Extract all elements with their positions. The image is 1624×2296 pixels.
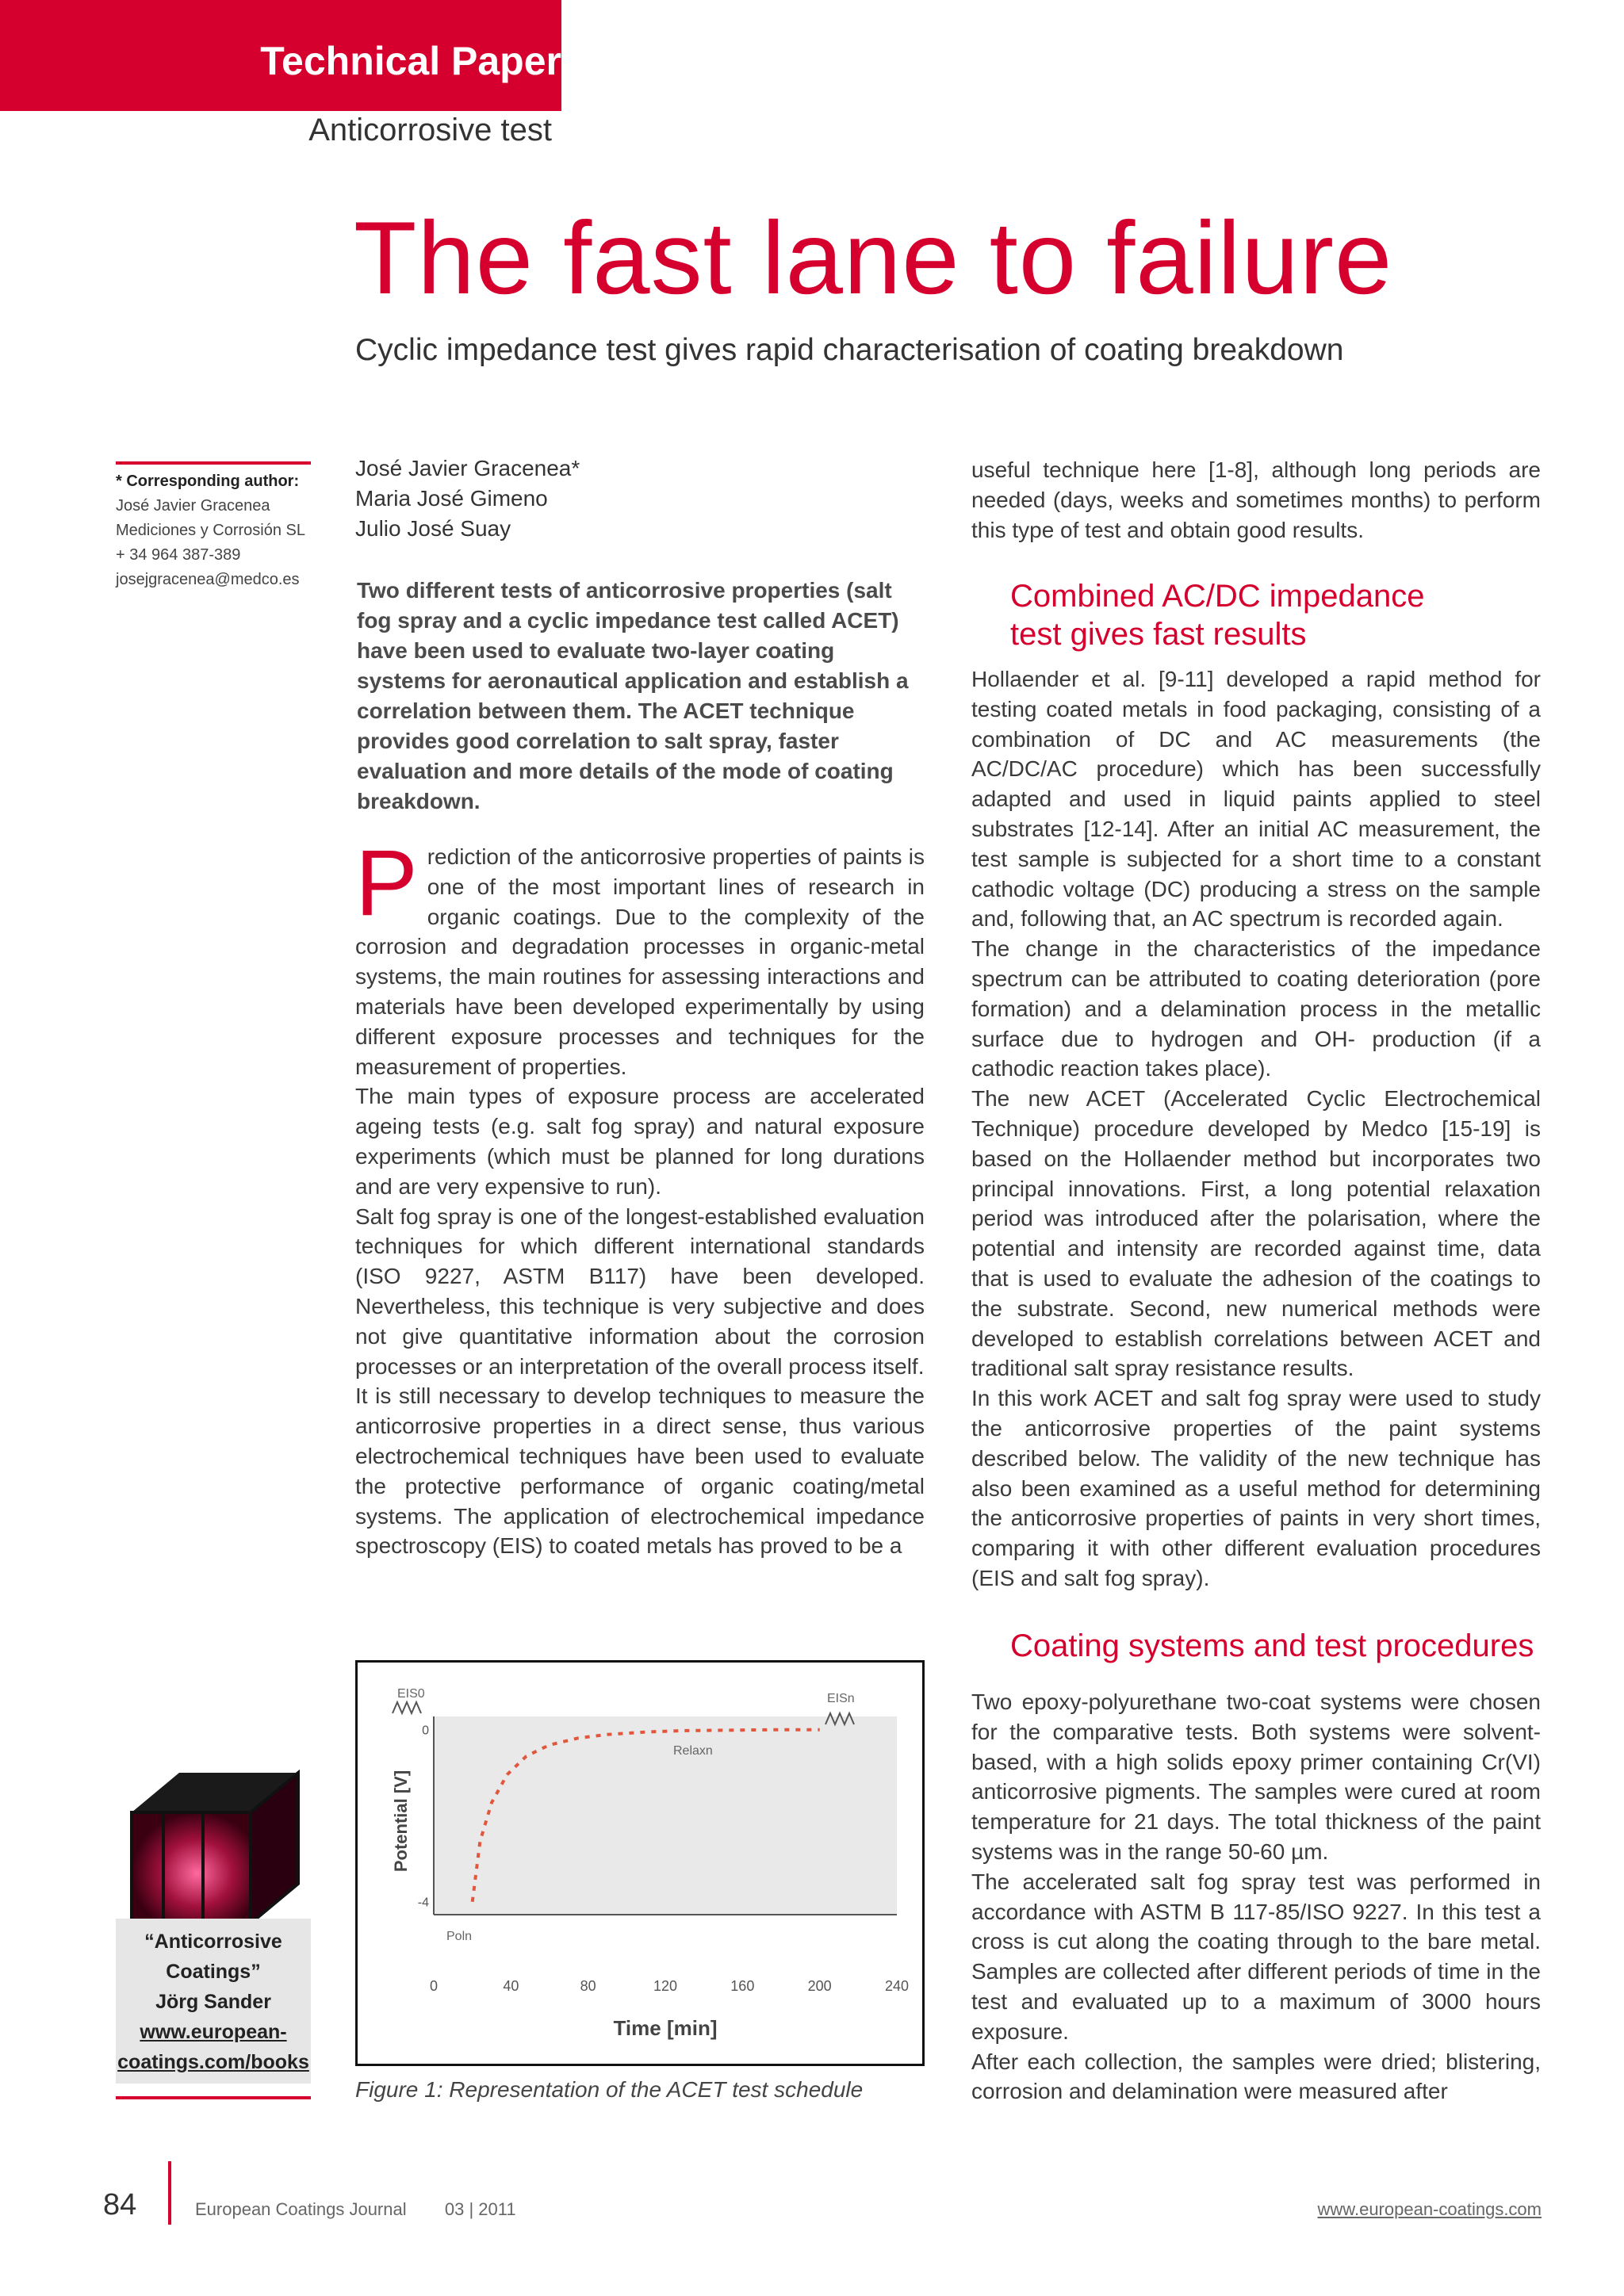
book-link[interactable]: www.european- <box>140 2021 287 2043</box>
x-tick-label: 80 <box>580 1978 596 1994</box>
paragraph: The accelerated salt fog spray test was performed in accordance with ASTM B 117-85/ISO 9227. In this test a cross is cut along the coating through to the bare metal. Samples are collected after different periods of time in the test and evaluated up to a maximum of 3000 hours exposure. <box>971 1869 1541 2044</box>
sidebar-rule <box>116 461 311 465</box>
footer-rule <box>168 2161 171 2225</box>
paragraph: Two epoxy-polyurethane two-coat systems were chosen for the comparative tests. Both systems were solvent-based, with a high solids epoxy primer containing Cr(VI) anticorrosive pigments. The samples were cured at room temperature for 21 days. The total thickness of the paint systems was in the range 50-60 µm. <box>971 1689 1541 1864</box>
corresponding-author-email[interactable]: josejgracenea@medco.es <box>116 571 300 588</box>
body-column-2-section-1 <box>971 664 1541 1594</box>
pol-label: Poln <box>446 1930 473 1943</box>
book-link[interactable]: coatings.com/books <box>117 2051 309 2073</box>
footer-url[interactable]: www.european-coatings.com <box>1317 2199 1542 2219</box>
x-axis-label: Time [min] <box>613 2016 718 2040</box>
figure-1 <box>355 1660 925 2066</box>
paragraph: useful technique here [1-8], although long periods are needed (days, weeks and sometimes months) to perform this type of test and obtain good results. <box>971 457 1541 542</box>
paragraph: rediction of the anticorrosive properties of paints is one of the most important lines of research in organic coatings. Due to the complexity of the corrosion and degradation processes in organic-metal systems, the main routines for assessing interactions and materials have been developed experimentally by using different exposure processes and techniques for the measurement of properties. <box>355 844 925 1079</box>
paragraph: Hollaender et al. [9-11] developed a rapid method for testing coated metals in food packaging, consisting of a combination of DC and AC measurements (the AC/DC/AC procedure) which has been successfully adapted and used in liquid paints applied to steel substrates [12-14]. After an initial AC measurement, the test sample is subjected for a short time to a constant cathodic voltage (DC) producing a stress on the sample and, following that, an AC spectrum is recorded again. <box>971 667 1541 932</box>
author-name: Julio José Suay <box>355 516 511 541</box>
acet-chart <box>358 1663 922 2064</box>
body-column-2-intro <box>971 455 1541 545</box>
eis-end-label: EISn <box>827 1692 855 1705</box>
eis-start-wave-icon <box>393 1702 421 1713</box>
subsection-label: Anticorrosive test <box>308 113 552 147</box>
section-label: Technical Paper <box>260 39 561 83</box>
section-heading-1: Combined AC/DC impedance test gives fast results <box>1010 579 1425 652</box>
author-name: José Javier Gracenea* <box>355 456 580 480</box>
y-tick-label: 0 <box>422 1724 429 1738</box>
figure-caption: Figure 1: Representation of the ACET test schedule <box>355 2077 864 2102</box>
book-title-line: “Anticorrosive <box>144 1931 282 1953</box>
plot-area <box>434 1716 897 1915</box>
paragraph: The main types of exposure process are accelerated ageing tests (e.g. salt fog spray) and natural exposure experiments (which must be planned for long durations and are very expensive to run). <box>355 1084 925 1199</box>
sidebar-rule <box>116 2096 311 2099</box>
book-title-line: Coatings” <box>166 1961 261 1983</box>
article-title: The fast lane to failure <box>354 200 1393 316</box>
corresponding-author-box <box>116 469 314 592</box>
drop-cap: P <box>355 831 418 936</box>
paragraph: The new ACET (Accelerated Cyclic Electrochemical Technique) procedure developed by Medco [15-19] is based on the Hollaender method but incorporates two principal innovations. First, a long potential relaxation period was introduced after the polarisation, where the potential and intensity are recorded against time, data that is used to evaluate the adhesion of the coatings to the substrate. Second, new numerical methods were developed to establish correlations between ACET and traditional salt spray resistance results. <box>971 1086 1541 1381</box>
journal-title: European Coatings Journal <box>195 2199 407 2219</box>
journal-issue: 03 | 2011 <box>444 2199 516 2219</box>
paragraph: After each collection, the samples were dried; blistering, corrosion and delamination were measured after <box>971 2049 1541 2104</box>
section-heading-2: Coating systems and test procedures <box>1010 1628 1534 1663</box>
abstract: Two different tests of anticorrosive properties (salt fog spray and a cyclic impedance test called ACET) have been used to evaluate two-layer coating systems for aeronautical application and establish a correlation between them. The ACET technique provides good correlation to salt spray, faster evaluation and more details of the mode of coating breakdown. <box>357 578 909 813</box>
paragraph: In this work ACET and salt fog spray were used to study the anticorrosive properties of the paint systems described below. The validity of the new technique has also been examined as a useful method for determining the anticorrosive properties of paints in very short times, comparing it with other different evaluation procedures (EIS and salt fog spray). <box>971 1386 1541 1590</box>
x-tick-label: 160 <box>730 1978 755 1994</box>
eis-start-label: EIS0 <box>397 1687 425 1701</box>
x-tick-label: 0 <box>429 1978 439 1994</box>
paragraph: Salt fog spray is one of the longest-established evaluation techniques for which different international standards (ISO 9227, ASTM B117) have been developed. Nevertheless, this technique is very subjective and does not give quantitative information about the corrosion processes or an interpretation of the overall process itself. <box>355 1203 925 1379</box>
paragraph: It is still necessary to develop techniques to measure the anticorrosive properties in a direct sense, thus various electrochemical techniques have been used to evaluate the protective performance of organic coating/metal systems. The application of electrochemical impedance spectroscopy (EIS) to coated metals has proved to be a <box>355 1383 925 1559</box>
books-image <box>116 1757 314 1931</box>
corresponding-author-line: + 34 964 387-389 <box>116 546 241 564</box>
author-list <box>355 453 580 544</box>
x-tick-label: 40 <box>503 1978 519 1994</box>
relax-label: Relaxn <box>673 1744 713 1758</box>
x-tick-label: 240 <box>884 1978 910 1994</box>
y-tick-label: -4 <box>417 1896 429 1910</box>
paragraph: The change in the characteristics of the impedance spectrum can be attributed to coating deterioration (pore formation) and a delamination process in the metallic surface due to hydrogen and OH- production (if a cathodic reaction takes place). <box>971 936 1541 1081</box>
body-column-1 <box>355 831 925 1561</box>
journal-name <box>195 2199 516 2220</box>
corresponding-author-heading: * Corresponding author: <box>116 473 300 490</box>
book-promo-box <box>116 1919 311 2084</box>
x-tick-label: 120 <box>653 1978 678 1994</box>
page-number: 84 <box>103 2188 137 2221</box>
books-icon <box>116 1757 314 1931</box>
corresponding-author-line: José Javier Gracenea <box>116 497 270 515</box>
x-tick-label: 200 <box>807 1978 832 1994</box>
article-subtitle: Cyclic impedance test gives rapid characterisation of coating breakdown <box>355 333 1344 367</box>
corresponding-author-line: Mediciones y Corrosión SL <box>116 522 305 539</box>
book-author: Jörg Sander <box>155 1991 271 2013</box>
author-name: Maria José Gimeno <box>355 486 548 511</box>
body-column-2-section-2 <box>971 1687 1541 2107</box>
y-axis-label: Potential [V] <box>391 1770 411 1873</box>
